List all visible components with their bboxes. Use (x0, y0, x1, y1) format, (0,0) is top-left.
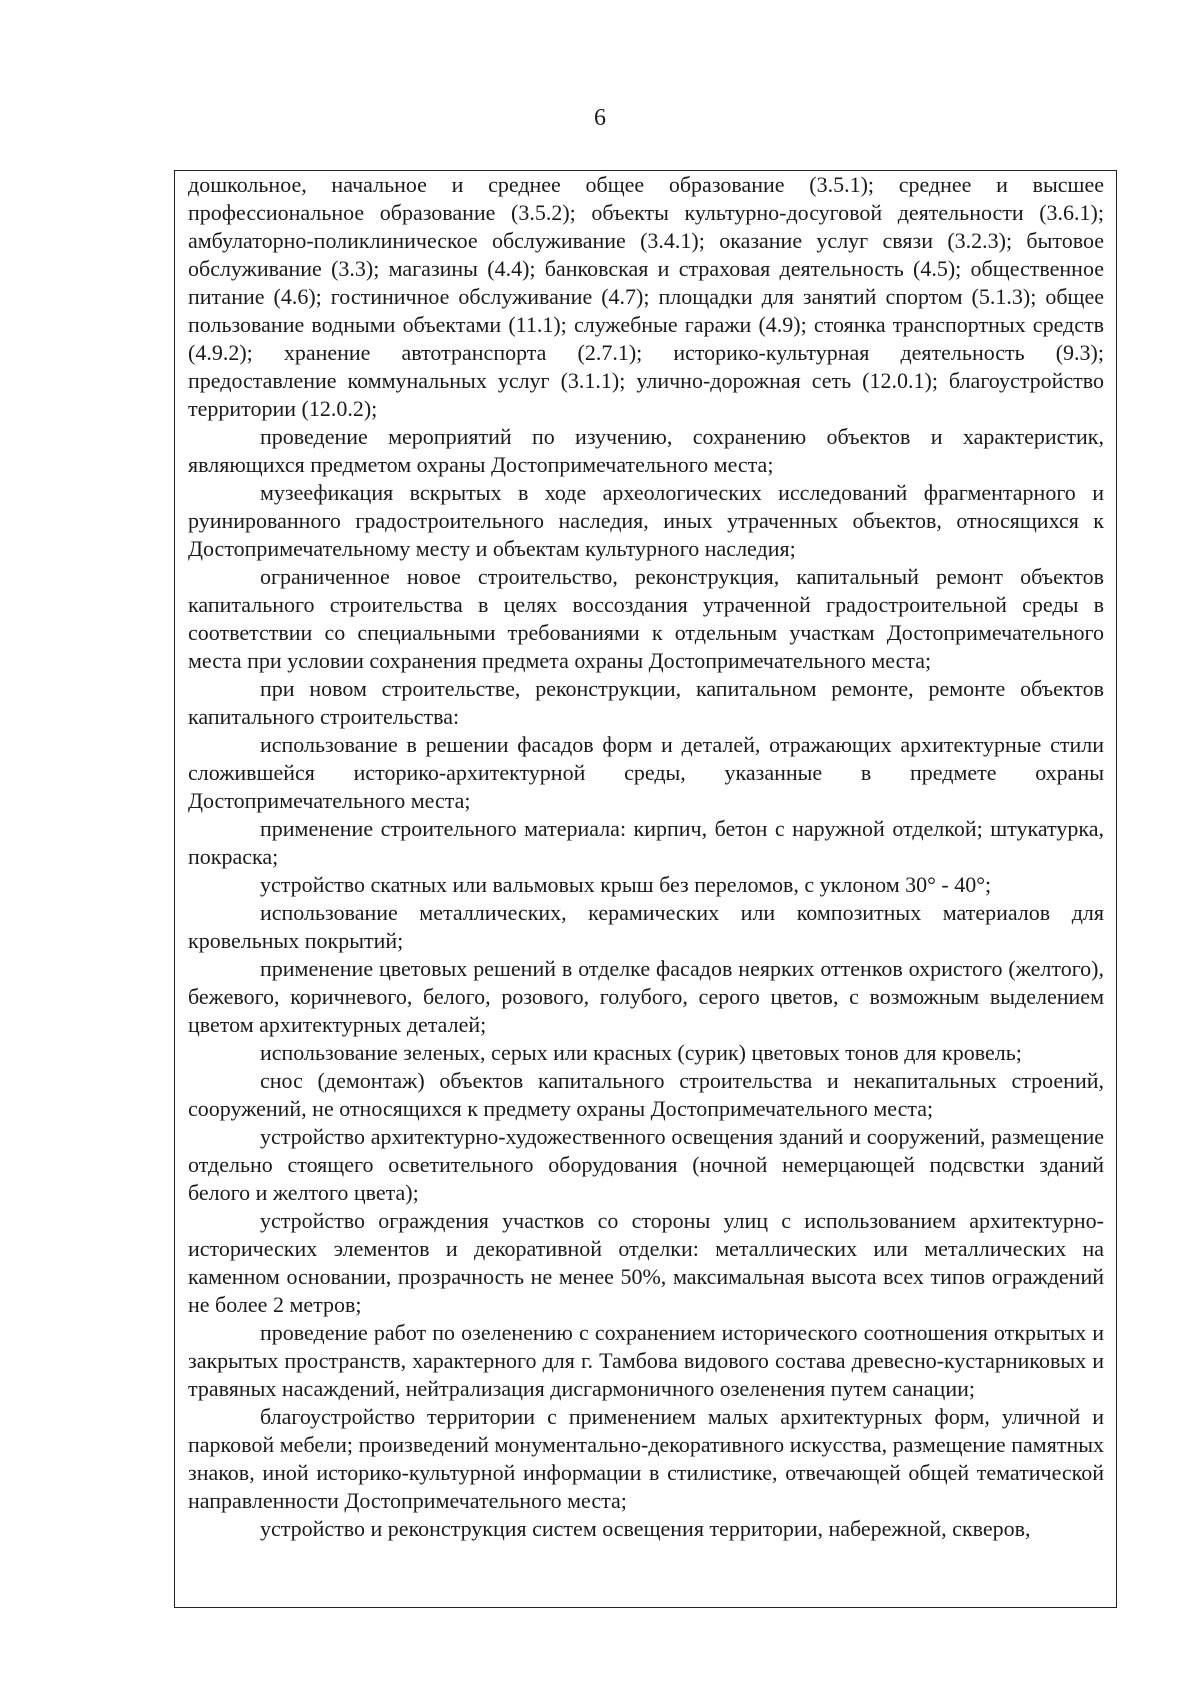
paragraph-construction-conditions: при новом строительстве, реконструкции, капитальном ремонте, ремонте объектов капитального строительства: (188, 676, 1104, 729)
paragraph-facade-forms: использование в решении фасадов форм и деталей, отражающих архитектурные стили сложившейся историко-архитектурной среды, указанные в предмете охраны Достопримечательного места; (188, 732, 1104, 813)
paragraph-demolition: снос (демонтаж) объектов капитального строительства и некапитальных строений, сооружений, не относящихся к предмету охраны Достопримечательного места; (188, 1068, 1104, 1121)
paragraph-facade-colors: применение цветовых решений в отделке фасадов неярких оттенков охристого (желтого), бежевого, коричневого, белого, розового, голубого, серого цветов, с возможным выделением цветом архитектурных деталей; (188, 956, 1104, 1037)
paragraph-building-materials: применение строительного материала: кирпич, бетон с наружной отделкой; штукатурка, покраска; (188, 816, 1104, 869)
paragraph-roof-materials: использование металлических, керамических или композитных материалов для кровельных покрытий; (188, 900, 1104, 953)
document-text-frame (174, 170, 1117, 1608)
page-number: 6 (594, 105, 606, 131)
paragraph-study-measures: проведение мероприятий по изучению, сохранению объектов и характеристик, являющихся предметом охраны Достопримечательного места; (188, 424, 1104, 477)
paragraph-improvement: благоустройство территории с применением малых архитектурных форм, уличной и парковой мебели; произведений монументально-декоративного искусства, размещение памятных знаков, иной историко-культурной информации в стилистике, отвечающей общей тематической направленности Достопримечательного места; (188, 1404, 1104, 1513)
paragraph-lighting-systems: устройство и реконструкция систем освещения территории, набережной, скверов, (260, 1516, 1031, 1541)
paragraph-lighting: устройство архитектурно-художественного освещения зданий и сооружений, размещение отдельно стоящего осветительного оборудования (ночной немерцающей подсвстки зданий белого и желтого цвета); (188, 1124, 1104, 1205)
paragraph-museification: музеефикация вскрытых в ходе археологических исследований фрагментарного и руинированного градостроительного наследия, иных утраченных объектов, относящихся к Достопримечательному месту и объектам культурного наследия; (188, 480, 1104, 561)
paragraph-fencing: устройство ограждения участков со стороны улиц с использованием архитектурно-исторических элементов и декоративной отделки: металлических или металлических на каменном основании, прозрачность не менее 50%, максимальная высота всех типов ограждений не более 2 метров; (188, 1208, 1104, 1317)
paragraph-landscaping: проведение работ по озеленению с сохранением исторического соотношения открытых и закрытых пространств, характерного для г. Тамбова видового состава древесно-кустарниковых и травяных насаждений, нейтрализация дисгармоничного озеленения путем санации; (188, 1320, 1104, 1401)
paragraph-roof-colors: использование зеленых, серых или красных (сурик) цветовых тонов для кровель; (260, 1040, 1022, 1065)
paragraph-roof-slope: устройство скатных или вальмовых крыш без переломов, с уклоном 30° - 40°; (260, 872, 992, 897)
paragraph-limited-construction: ограниченное новое строительство, реконструкция, капитальный ремонт объектов капитального строительства в целях воссоздания утраченной градостроительной среды в соответствии со специальными требованиями к отдельным участкам Достопримечательного места при условии сохранения предмета охраны Достопримечательного места; (188, 564, 1104, 673)
paragraph-permitted-uses: дошкольное, начальное и среднее общее образование (3.5.1); среднее и высшее профессиональное образование (3.5.2); объекты культурно-досуговой деятельности (3.6.1); амбулаторно-поликлиническое обслуживание (3.4.1); оказание услуг связи (3.2.3); бытовое обслуживание (3.3); магазины (4.4); банковская и страховая деятельность (4.5); общественное питание (4.6); гостиничное обслуживание (4.7); площадки для занятий спортом (5.1.3); общее пользование водными объектами (11.1); служебные гаражи (4.9); стоянка транспортных средств (4.9.2); хранение автотранспорта (2.7.1); историко-культурная деятельность (9.3); предоставление коммунальных услуг (3.1.1); улично-дорожная сеть (12.0.1); благоустройство территории (12.0.2); (188, 172, 1104, 421)
